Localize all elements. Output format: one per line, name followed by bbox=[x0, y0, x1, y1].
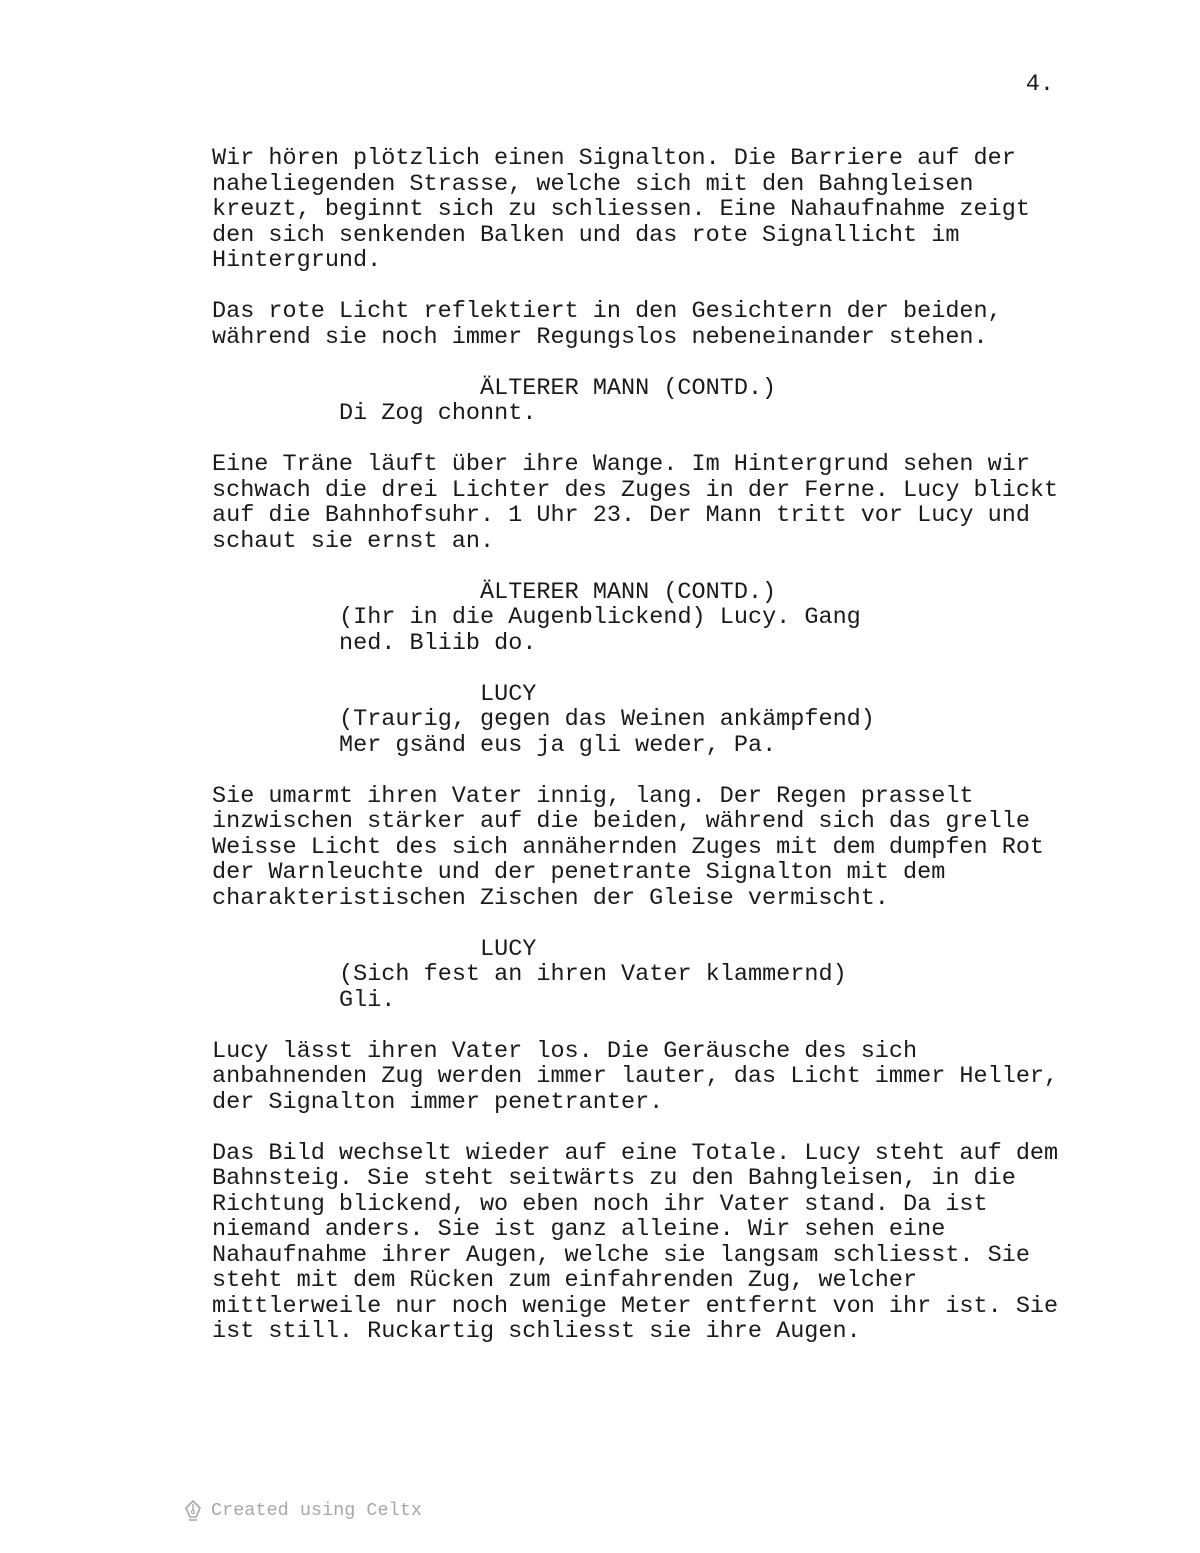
action-line: Sie umarmt ihren Vater innig, lang. Der Regen prasselt bbox=[212, 782, 974, 810]
action-line: schwach die drei Lichter des Zuges in der Ferne. Lucy blickt bbox=[212, 476, 1059, 504]
parenthetical: (Sich fest an ihren Vater klammernd) bbox=[339, 961, 847, 988]
action-line: niemand anders. Sie ist ganz alleine. Wir sehen eine bbox=[212, 1216, 946, 1243]
action-line: inzwischen stärker auf die beiden, während sich das grelle bbox=[212, 808, 1030, 835]
dialogue-block bbox=[212, 580, 1092, 657]
action-line: der Signalton immer penetranter. bbox=[212, 1088, 664, 1116]
action-line: kreuzt, beginnt sich zu schliessen. Eine Nahaufnahme zeigt bbox=[212, 196, 1030, 223]
dialogue-line: Mer gsänd eus ja gli weder, Pa. bbox=[339, 731, 777, 759]
parenthetical: (Traurig, gegen das Weinen ankämpfend) bbox=[339, 706, 875, 733]
action-paragraph bbox=[212, 784, 1092, 912]
footer-text: Created using Celtx bbox=[211, 1500, 422, 1521]
action-line: steht mit dem Rücken zum einfahrenden Zug, welcher bbox=[212, 1267, 918, 1294]
character-name: LUCY bbox=[480, 680, 537, 708]
action-line: Eine Träne läuft über ihre Wange. Im Hintergrund sehen wir bbox=[212, 451, 1030, 478]
character-name: LUCY bbox=[480, 935, 537, 963]
dialogue-block bbox=[212, 682, 1092, 759]
action-line: Das Bild wechselt wieder auf eine Totale. Lucy steht auf dem bbox=[212, 1139, 1059, 1167]
dialogue-line: Gli. bbox=[339, 986, 396, 1014]
character-name: ÄLTERER MANN (CONTD.) bbox=[480, 374, 777, 402]
action-line: Nahaufnahme ihrer Augen, welche sie langsam schliesst. Sie bbox=[212, 1241, 1030, 1269]
character-name: ÄLTERER MANN (CONTD.) bbox=[480, 578, 777, 606]
action-line: anbahnenden Zug werden immer lauter, das Licht immer Heller, bbox=[212, 1063, 1059, 1090]
fountain-pen-icon bbox=[183, 1500, 203, 1522]
action-paragraph bbox=[212, 146, 1092, 274]
action-line: ist still. Ruckartig schliesst sie ihre Augen. bbox=[212, 1318, 861, 1345]
script-body bbox=[212, 146, 1092, 1370]
action-paragraph bbox=[212, 299, 1092, 350]
action-line: Wir hören plötzlich einen Signalton. Die Barriere auf der bbox=[212, 145, 1016, 172]
action-line: schaut sie ernst an. bbox=[212, 527, 495, 555]
action-line: naheliegenden Strasse, welche sich mit den Bahngleisen bbox=[212, 170, 974, 198]
action-line: den sich senkenden Balken und das rote Signallicht im bbox=[212, 221, 960, 249]
action-line: charakteristischen Zischen der Gleise vermischt. bbox=[212, 884, 889, 912]
dialogue-line: ned. Bliib do. bbox=[339, 629, 537, 657]
action-line: Hintergrund. bbox=[212, 247, 382, 274]
action-line: auf die Bahnhofsuhr. 1 Uhr 23. Der Mann tritt vor Lucy und bbox=[212, 502, 1030, 529]
dialogue-line: Di Zog chonnt. bbox=[339, 400, 537, 427]
action-line: mittlerweile nur noch wenige Meter entfernt von ihr ist. Sie bbox=[212, 1292, 1059, 1320]
dialogue-block bbox=[212, 376, 1092, 427]
action-line: Das rote Licht reflektiert in den Gesichtern der beiden, bbox=[212, 298, 1002, 325]
action-paragraph bbox=[212, 1039, 1092, 1116]
action-line: Richtung blickend, wo eben noch ihr Vater stand. Da ist bbox=[212, 1190, 988, 1218]
action-line: Lucy lässt ihren Vater los. Die Geräusche des sich bbox=[212, 1037, 918, 1065]
footer-credit bbox=[183, 1500, 422, 1522]
dialogue-line: (Ihr in die Augenblickend) Lucy. Gang bbox=[339, 604, 861, 631]
dialogue-block bbox=[212, 937, 1092, 1014]
action-line: Bahnsteig. Sie steht seitwärts zu den Bahngleisen, in die bbox=[212, 1165, 1016, 1192]
action-line: der Warnleuchte und der penetrante Signalton mit dem bbox=[212, 859, 946, 886]
action-paragraph bbox=[212, 452, 1092, 554]
action-line: Weisse Licht des sich annähernden Zuges mit dem dumpfen Rot bbox=[212, 833, 1045, 861]
action-line: während sie noch immer Regungslos nebeneinander stehen. bbox=[212, 323, 988, 351]
page-number: 4. bbox=[1025, 71, 1054, 98]
action-paragraph bbox=[212, 1141, 1092, 1345]
